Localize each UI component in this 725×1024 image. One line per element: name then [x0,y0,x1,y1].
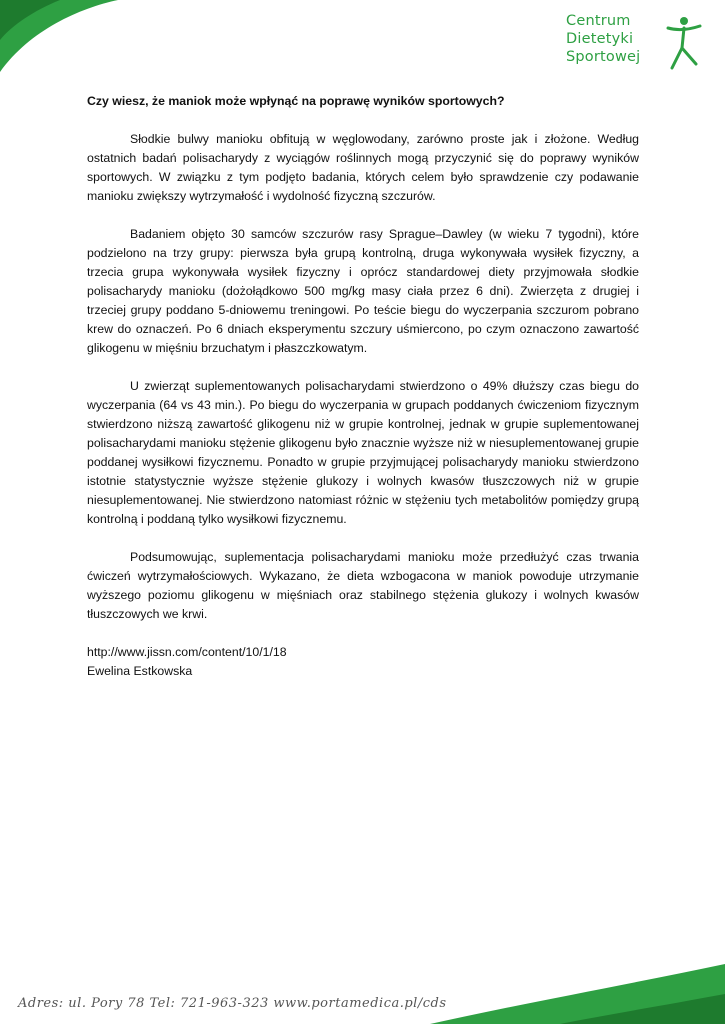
source-link[interactable]: http://www.jissn.com/content/10/1/18 [87,645,287,659]
article-title: Czy wiesz, że maniok może wpłynąć na poprawę wyników sportowych? [87,94,505,108]
article [87,92,639,681]
logo-line-1: Centrum [566,13,631,29]
runner-figure-icon [666,14,702,70]
logo-text [566,12,640,66]
article-paragraph: Badaniem objęto 30 samców szczurów rasy Sprague–Dawley (w wieku 7 tygodni), które podzielono na trzy grupy: pierwsza była grupą kontrolną, druga wykonywała wysiłek fizyczny, a trzecia grupa wykonywała wysiłek fizyczny i oprócz standardowej diety przyjmowała słodkie polisacharydy manioku (dożołądkowo 500 mg/kg masy ciała przez 6 dni). Zwierzęta z drugiej i trzeciej grupy poddano 5-dniowemu treningowi. Po teście biegu do wyczerpania szczurom pobrano krew do oznaczeń. Po 6 dniach eksperymentu szczury uśmiercono, po czym oznaczono zawartość glikogenu w mięśniu brzuchatym i płaszczkowatym. [87,227,639,355]
logo-line-3: Sportowej [566,49,641,65]
author-name: Ewelina Estkowska [87,664,193,678]
logo [566,12,716,72]
article-paragraph: U zwierząt suplementowanych polisacharydami stwierdzono o 49% dłuższy czas biegu do wyczerpania (64 vs 43 min.). Po biegu do wyczerpania w grupach poddanych ćwiczeniom fizycznym stwierdzono niższą zawartość glikogenu niż w grupie kontrolnej, jednak w grupie suplementowanej polisacharydami manioku stężenie glikogenu było znacznie wyższe niż w niesuplementowanej grupie poddanej wysiłkowi fizycznemu. Ponadto w grupie przyjmującej polisacharydy manioku stwierdzono istotnie statystycznie wyższe stężenie glukozy i wolnych kwasów tłuszczowych niż w grupie niesuplementowanej. Nie stwierdzono natomiast różnic w stężeniu tych metabolitów pomiędzy grupą kontrolną i poddaną tylko wysiłkowi fizycznemu. [87,379,639,526]
article-paragraph: Podsumowując, suplementacja polisacharydami manioku może przedłużyć czas trwania ćwiczeń wytrzymałościowych. Wykazano, że dieta wzbogacona w maniok powoduje utrzymanie wyższego poziomu glikogenu w mięśniach oraz stabilnego stężenia glukozy i wolnych kwasów tłuszczowych we krwi. [87,550,639,621]
top-corner-swoosh [0,0,120,80]
article-paragraph: Słodkie bulwy manioku obfitują w węglowodany, zarówno proste jak i złożone. Według ostatnich badań polisacharydy z wyciągów roślinnych mogą przyczynić się do poprawy wyników sportowych. W związku z tym podjęto badania, których celem było sprawdzenie czy podawanie manioku zwiększy wytrzymałość i wydolność fizyczną szczurów. [87,132,639,203]
footer-address: Adres: ul. Pory 78 Tel: 721-963-323 www.portamedica.pl/cds [18,996,447,1011]
logo-line-2: Dietetyki [566,31,634,47]
